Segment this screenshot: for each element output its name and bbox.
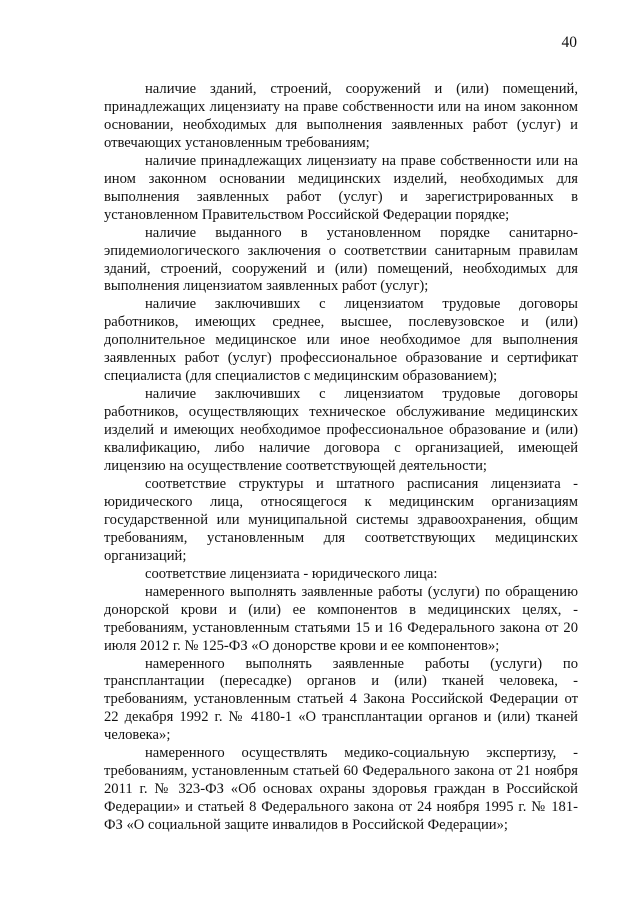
paragraph-blood-donation: намеренного выполнять заявленные работы (услуги) по обращению донорской крови и (или) ее компонентов в медицинских целях, - требованиям, установленным статьями 15 и 16 Федерального закона от 20 июля 2012 г. № 125-ФЗ «О донорстве крови и ее компонентов»;	[104, 583, 578, 654]
paragraph-medical-staff: наличие заключивших с лицензиатом трудовые договоры работников, имеющих среднее, высшее, послевузовское и (или) дополнительное медицинское или иное необходимое для выполнения заявленных работ (услуг) профессиональное образование и сертификат специалиста (для специалистов с медицинским образованием);	[104, 296, 578, 385]
paragraph-buildings: наличие зданий, строений, сооружений и (или) помещений, принадлежащих лицензиату на праве собственности или на ином законном основании, необходимых для выполнения заявленных работ (услуг) и отвечающих установленным требованиям;	[104, 81, 578, 151]
paragraph-sanitary-conclusion: наличие выданного в установленном порядке санитарно-эпидемиологического заключения о соответствии санитарным правилам зданий, строений, сооружений и (или) помещений, необходимых для выполнения лицензиатом заявленных работ (услуг);	[104, 224, 578, 295]
paragraph-legal-entity-compliance: соответствие лицензиата - юридического лица:	[145, 565, 438, 582]
page-number: 40	[561, 34, 577, 51]
paragraph-technical-staff: наличие заключивших с лицензиатом трудовые договоры работников, осуществляющих техническое обслуживание медицинских изделий и имеющих необходимое профессиональное образование и (или) квалификацию, либо наличие договора с организацией, имеющей лицензию на осуществление соответствующей деятельности;	[104, 386, 578, 475]
paragraph-medical-social-expertise: намеренного осуществлять медико-социальную экспертизу, - требованиям, установленным статьей 60 Федерального закона от 21 ноября 2011 г. № 323-ФЗ «Об основах охраны здоровья граждан в Российской Федерации» и статьей 8 Федерального закона от 24 ноября 1995 г. № 181-ФЗ «О социальной защите инвалидов в Российской Федерации»;	[104, 745, 578, 834]
paragraph-transplantation: намеренного выполнять заявленные работы (услуги) по трансплантации (пересадке) органов и (или) тканей человека, - требованиям, установленным статьей 4 Закона Российской Федерации от 22 декабря 1992 г. № 4180-1 «О трансплантации органов и (или) тканей человека»;	[104, 655, 578, 744]
paragraph-medical-devices: наличие принадлежащих лицензиату на праве собственности или на ином законном основании медицинских изделий, необходимых для выполнения заявленных работ (услуг) и зарегистрированных в установленном Правительством Российской Федерации порядке;	[104, 152, 578, 223]
paragraph-structure-compliance: соответствие структуры и штатного расписания лицензиата - юридического лица, относящегося к медицинским организациям государственной или муниципальной системы здравоохранения, общим требованиям, установленным для соответствующих медицинских организаций;	[104, 475, 578, 564]
document-body	[104, 81, 578, 835]
